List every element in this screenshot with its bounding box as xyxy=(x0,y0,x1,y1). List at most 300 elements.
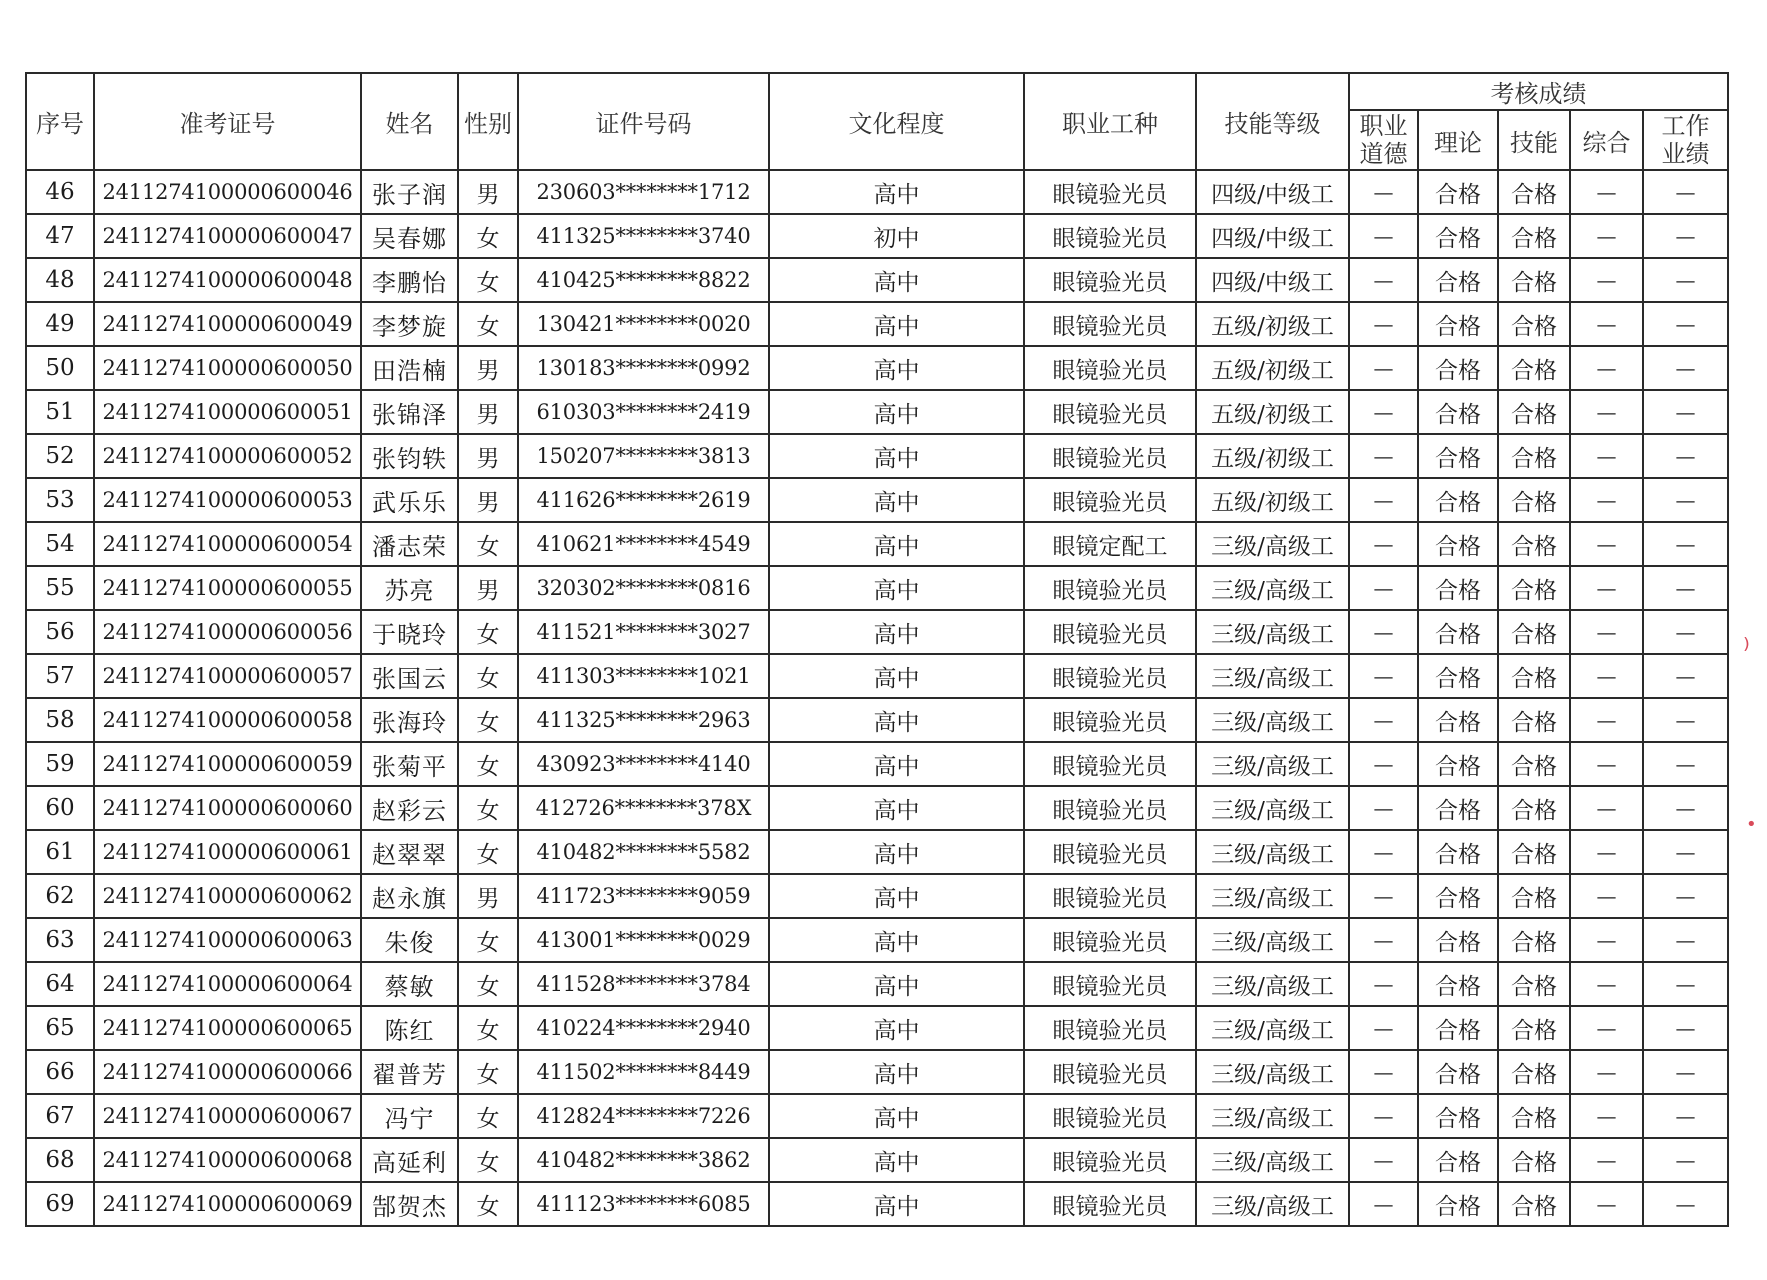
cell-admission-no: 2411274100000600061 xyxy=(94,830,361,874)
cell-id-no: 410482********5582 xyxy=(518,830,769,874)
table-row xyxy=(26,698,1728,742)
assessment-results-table xyxy=(25,72,1729,1227)
table-row xyxy=(26,346,1728,390)
cell-gender: 女 xyxy=(458,610,518,654)
cell-theory: 合格 xyxy=(1418,1050,1498,1094)
cell-ethics: — xyxy=(1349,962,1418,1006)
cell-id-no: 411528********3784 xyxy=(518,962,769,1006)
table-row xyxy=(26,786,1728,830)
cell-skill: 合格 xyxy=(1498,522,1570,566)
table-header xyxy=(26,73,1728,170)
header-id-no: 证件号码 xyxy=(518,73,769,170)
cell-occupation: 眼镜验光员 xyxy=(1024,786,1196,830)
cell-education: 高中 xyxy=(769,918,1024,962)
cell-overall: — xyxy=(1570,214,1643,258)
cell-occupation: 眼镜验光员 xyxy=(1024,1050,1196,1094)
cell-theory: 合格 xyxy=(1418,830,1498,874)
cell-admission-no: 2411274100000600055 xyxy=(94,566,361,610)
cell-overall: — xyxy=(1570,302,1643,346)
cell-name: 赵永旗 xyxy=(361,874,458,918)
cell-gender: 女 xyxy=(458,214,518,258)
cell-overall: — xyxy=(1570,258,1643,302)
cell-occupation: 眼镜验光员 xyxy=(1024,1138,1196,1182)
cell-theory: 合格 xyxy=(1418,566,1498,610)
cell-education: 高中 xyxy=(769,1006,1024,1050)
cell-seq: 53 xyxy=(26,478,94,522)
cell-admission-no: 2411274100000600063 xyxy=(94,918,361,962)
table-body xyxy=(26,170,1728,1226)
cell-admission-no: 2411274100000600065 xyxy=(94,1006,361,1050)
cell-gender: 女 xyxy=(458,1182,518,1226)
cell-education: 高中 xyxy=(769,566,1024,610)
cell-skill: 合格 xyxy=(1498,874,1570,918)
cell-education: 高中 xyxy=(769,830,1024,874)
cell-seq: 68 xyxy=(26,1138,94,1182)
cell-education: 高中 xyxy=(769,742,1024,786)
cell-seq: 55 xyxy=(26,566,94,610)
table-row xyxy=(26,962,1728,1006)
cell-occupation: 眼镜验光员 xyxy=(1024,390,1196,434)
cell-skill-level: 四级/中级工 xyxy=(1196,258,1349,302)
cell-work: — xyxy=(1643,962,1728,1006)
cell-id-no: 130421********0020 xyxy=(518,302,769,346)
header-ethics-label: 职业 道德 xyxy=(1359,112,1408,168)
cell-theory: 合格 xyxy=(1418,390,1498,434)
cell-name: 翟普芳 xyxy=(361,1050,458,1094)
table-row xyxy=(26,1050,1728,1094)
cell-gender: 男 xyxy=(458,874,518,918)
cell-overall: — xyxy=(1570,698,1643,742)
cell-skill-level: 三级/高级工 xyxy=(1196,566,1349,610)
cell-occupation: 眼镜验光员 xyxy=(1024,302,1196,346)
cell-skill: 合格 xyxy=(1498,698,1570,742)
cell-seq: 47 xyxy=(26,214,94,258)
cell-ethics: — xyxy=(1349,478,1418,522)
cell-ethics: — xyxy=(1349,390,1418,434)
cell-name: 赵翠翠 xyxy=(361,830,458,874)
cell-education: 高中 xyxy=(769,302,1024,346)
cell-theory: 合格 xyxy=(1418,874,1498,918)
cell-education: 高中 xyxy=(769,1094,1024,1138)
cell-gender: 女 xyxy=(458,1138,518,1182)
cell-name: 李梦旋 xyxy=(361,302,458,346)
cell-admission-no: 2411274100000600068 xyxy=(94,1138,361,1182)
cell-seq: 56 xyxy=(26,610,94,654)
cell-skill: 合格 xyxy=(1498,962,1570,1006)
header-theory: 理论 xyxy=(1418,110,1498,170)
cell-skill-level: 三级/高级工 xyxy=(1196,1006,1349,1050)
header-education: 文化程度 xyxy=(769,73,1024,170)
cell-overall: — xyxy=(1570,654,1643,698)
cell-name: 陈红 xyxy=(361,1006,458,1050)
cell-seq: 52 xyxy=(26,434,94,478)
cell-skill: 合格 xyxy=(1498,346,1570,390)
cell-id-no: 411502********8449 xyxy=(518,1050,769,1094)
cell-education: 初中 xyxy=(769,214,1024,258)
cell-skill: 合格 xyxy=(1498,1006,1570,1050)
cell-seq: 69 xyxy=(26,1182,94,1226)
cell-gender: 女 xyxy=(458,698,518,742)
cell-seq: 54 xyxy=(26,522,94,566)
cell-theory: 合格 xyxy=(1418,786,1498,830)
cell-theory: 合格 xyxy=(1418,302,1498,346)
cell-id-no: 411325********2963 xyxy=(518,698,769,742)
cell-theory: 合格 xyxy=(1418,478,1498,522)
cell-ethics: — xyxy=(1349,698,1418,742)
cell-overall: — xyxy=(1570,1182,1643,1226)
cell-theory: 合格 xyxy=(1418,434,1498,478)
cell-seq: 48 xyxy=(26,258,94,302)
cell-education: 高中 xyxy=(769,1050,1024,1094)
cell-skill: 合格 xyxy=(1498,566,1570,610)
cell-ethics: — xyxy=(1349,566,1418,610)
header-admission-no: 准考证号 xyxy=(94,73,361,170)
cell-ethics: — xyxy=(1349,610,1418,654)
cell-occupation: 眼镜验光员 xyxy=(1024,434,1196,478)
cell-education: 高中 xyxy=(769,1182,1024,1226)
cell-occupation: 眼镜验光员 xyxy=(1024,170,1196,214)
cell-overall: — xyxy=(1570,170,1643,214)
header-ethics xyxy=(1349,110,1418,170)
cell-work: — xyxy=(1643,258,1728,302)
cell-skill: 合格 xyxy=(1498,214,1570,258)
cell-skill: 合格 xyxy=(1498,830,1570,874)
cell-skill-level: 四级/中级工 xyxy=(1196,170,1349,214)
cell-occupation: 眼镜验光员 xyxy=(1024,918,1196,962)
cell-skill: 合格 xyxy=(1498,742,1570,786)
cell-admission-no: 2411274100000600051 xyxy=(94,390,361,434)
cell-name: 张海玲 xyxy=(361,698,458,742)
cell-skill-level: 四级/中级工 xyxy=(1196,214,1349,258)
cell-work: — xyxy=(1643,522,1728,566)
cell-seq: 64 xyxy=(26,962,94,1006)
cell-overall: — xyxy=(1570,1006,1643,1050)
cell-gender: 男 xyxy=(458,170,518,214)
cell-work: — xyxy=(1643,1006,1728,1050)
cell-gender: 女 xyxy=(458,258,518,302)
cell-skill: 合格 xyxy=(1498,1050,1570,1094)
cell-gender: 男 xyxy=(458,346,518,390)
cell-admission-no: 2411274100000600050 xyxy=(94,346,361,390)
cell-id-no: 413001********0029 xyxy=(518,918,769,962)
cell-name: 张子润 xyxy=(361,170,458,214)
cell-seq: 61 xyxy=(26,830,94,874)
cell-skill-level: 三级/高级工 xyxy=(1196,830,1349,874)
cell-theory: 合格 xyxy=(1418,654,1498,698)
cell-overall: — xyxy=(1570,610,1643,654)
cell-theory: 合格 xyxy=(1418,214,1498,258)
cell-name: 吴春娜 xyxy=(361,214,458,258)
cell-admission-no: 2411274100000600064 xyxy=(94,962,361,1006)
header-gender: 性别 xyxy=(458,73,518,170)
cell-skill: 合格 xyxy=(1498,390,1570,434)
cell-gender: 女 xyxy=(458,918,518,962)
cell-skill: 合格 xyxy=(1498,786,1570,830)
cell-skill-level: 三级/高级工 xyxy=(1196,962,1349,1006)
cell-id-no: 410224********2940 xyxy=(518,1006,769,1050)
cell-theory: 合格 xyxy=(1418,522,1498,566)
cell-education: 高中 xyxy=(769,610,1024,654)
cell-id-no: 412824********7226 xyxy=(518,1094,769,1138)
cell-admission-no: 2411274100000600052 xyxy=(94,434,361,478)
cell-work: — xyxy=(1643,874,1728,918)
cell-name: 苏亮 xyxy=(361,566,458,610)
cell-name: 张钧轶 xyxy=(361,434,458,478)
cell-skill-level: 三级/高级工 xyxy=(1196,1094,1349,1138)
cell-gender: 女 xyxy=(458,830,518,874)
cell-ethics: — xyxy=(1349,918,1418,962)
cell-id-no: 410621********4549 xyxy=(518,522,769,566)
cell-work: — xyxy=(1643,1138,1728,1182)
cell-overall: — xyxy=(1570,830,1643,874)
cell-education: 高中 xyxy=(769,478,1024,522)
cell-gender: 男 xyxy=(458,390,518,434)
cell-skill: 合格 xyxy=(1498,1094,1570,1138)
cell-occupation: 眼镜验光员 xyxy=(1024,654,1196,698)
table-row xyxy=(26,302,1728,346)
cell-ethics: — xyxy=(1349,1050,1418,1094)
cell-name: 张国云 xyxy=(361,654,458,698)
cell-seq: 49 xyxy=(26,302,94,346)
cell-overall: — xyxy=(1570,874,1643,918)
cell-id-no: 430923********4140 xyxy=(518,742,769,786)
cell-work: — xyxy=(1643,1094,1728,1138)
cell-id-no: 411723********9059 xyxy=(518,874,769,918)
cell-id-no: 411303********1021 xyxy=(518,654,769,698)
cell-skill: 合格 xyxy=(1498,258,1570,302)
cell-ethics: — xyxy=(1349,522,1418,566)
header-overall: 综合 xyxy=(1570,110,1643,170)
cell-skill-level: 三级/高级工 xyxy=(1196,918,1349,962)
cell-overall: — xyxy=(1570,390,1643,434)
cell-seq: 65 xyxy=(26,1006,94,1050)
cell-theory: 合格 xyxy=(1418,962,1498,1006)
cell-admission-no: 2411274100000600069 xyxy=(94,1182,361,1226)
cell-education: 高中 xyxy=(769,522,1024,566)
cell-skill-level: 三级/高级工 xyxy=(1196,786,1349,830)
table-row xyxy=(26,434,1728,478)
cell-admission-no: 2411274100000600053 xyxy=(94,478,361,522)
cell-theory: 合格 xyxy=(1418,170,1498,214)
cell-name: 蔡敏 xyxy=(361,962,458,1006)
cell-work: — xyxy=(1643,566,1728,610)
cell-work: — xyxy=(1643,654,1728,698)
header-occupation: 职业工种 xyxy=(1024,73,1196,170)
cell-overall: — xyxy=(1570,1094,1643,1138)
cell-gender: 女 xyxy=(458,1050,518,1094)
header-assessment-group: 考核成绩 xyxy=(1349,73,1728,110)
cell-name: 于晓玲 xyxy=(361,610,458,654)
cell-education: 高中 xyxy=(769,654,1024,698)
cell-work: — xyxy=(1643,214,1728,258)
table-row xyxy=(26,918,1728,962)
cell-work: — xyxy=(1643,1050,1728,1094)
cell-admission-no: 2411274100000600056 xyxy=(94,610,361,654)
cell-skill: 合格 xyxy=(1498,478,1570,522)
cell-seq: 66 xyxy=(26,1050,94,1094)
cell-admission-no: 2411274100000600060 xyxy=(94,786,361,830)
cell-name: 朱俊 xyxy=(361,918,458,962)
cell-education: 高中 xyxy=(769,434,1024,478)
cell-name: 张菊平 xyxy=(361,742,458,786)
cell-gender: 男 xyxy=(458,566,518,610)
cell-occupation: 眼镜验光员 xyxy=(1024,214,1196,258)
cell-work: — xyxy=(1643,478,1728,522)
cell-occupation: 眼镜验光员 xyxy=(1024,962,1196,1006)
cell-skill-level: 五级/初级工 xyxy=(1196,346,1349,390)
cell-education: 高中 xyxy=(769,390,1024,434)
cell-name: 郜贺杰 xyxy=(361,1182,458,1226)
cell-id-no: 320302********0816 xyxy=(518,566,769,610)
table-row xyxy=(26,742,1728,786)
cell-occupation: 眼镜验光员 xyxy=(1024,830,1196,874)
cell-education: 高中 xyxy=(769,1138,1024,1182)
cell-ethics: — xyxy=(1349,1006,1418,1050)
cell-skill: 合格 xyxy=(1498,1182,1570,1226)
cell-skill-level: 三级/高级工 xyxy=(1196,1182,1349,1226)
cell-work: — xyxy=(1643,742,1728,786)
cell-ethics: — xyxy=(1349,302,1418,346)
cell-skill: 合格 xyxy=(1498,654,1570,698)
table-row xyxy=(26,390,1728,434)
stamp-dot-icon: • xyxy=(1746,814,1757,835)
cell-gender: 女 xyxy=(458,962,518,1006)
cell-education: 高中 xyxy=(769,962,1024,1006)
cell-ethics: — xyxy=(1349,786,1418,830)
table-row xyxy=(26,258,1728,302)
cell-theory: 合格 xyxy=(1418,1138,1498,1182)
table-row xyxy=(26,610,1728,654)
cell-education: 高中 xyxy=(769,698,1024,742)
cell-occupation: 眼镜验光员 xyxy=(1024,1094,1196,1138)
cell-work: — xyxy=(1643,346,1728,390)
cell-id-no: 410425********8822 xyxy=(518,258,769,302)
table-row xyxy=(26,522,1728,566)
cell-ethics: — xyxy=(1349,874,1418,918)
table-row xyxy=(26,170,1728,214)
cell-occupation: 眼镜定配工 xyxy=(1024,522,1196,566)
table-row xyxy=(26,214,1728,258)
cell-skill-level: 五级/初级工 xyxy=(1196,302,1349,346)
cell-occupation: 眼镜验光员 xyxy=(1024,610,1196,654)
cell-seq: 46 xyxy=(26,170,94,214)
cell-theory: 合格 xyxy=(1418,918,1498,962)
cell-education: 高中 xyxy=(769,346,1024,390)
cell-skill-level: 三级/高级工 xyxy=(1196,610,1349,654)
stamp-mark-icon: ⁾ xyxy=(1743,632,1750,665)
cell-work: — xyxy=(1643,302,1728,346)
cell-skill: 合格 xyxy=(1498,610,1570,654)
table-row xyxy=(26,830,1728,874)
cell-skill-level: 三级/高级工 xyxy=(1196,742,1349,786)
cell-admission-no: 2411274100000600054 xyxy=(94,522,361,566)
cell-skill-level: 三级/高级工 xyxy=(1196,874,1349,918)
cell-education: 高中 xyxy=(769,874,1024,918)
cell-work: — xyxy=(1643,830,1728,874)
cell-occupation: 眼镜验光员 xyxy=(1024,566,1196,610)
cell-skill: 合格 xyxy=(1498,1138,1570,1182)
cell-skill-level: 三级/高级工 xyxy=(1196,698,1349,742)
cell-skill: 合格 xyxy=(1498,302,1570,346)
cell-overall: — xyxy=(1570,962,1643,1006)
cell-id-no: 411626********2619 xyxy=(518,478,769,522)
cell-id-no: 410482********3862 xyxy=(518,1138,769,1182)
cell-gender: 女 xyxy=(458,654,518,698)
cell-ethics: — xyxy=(1349,654,1418,698)
cell-ethics: — xyxy=(1349,1138,1418,1182)
cell-theory: 合格 xyxy=(1418,258,1498,302)
cell-name: 李鹏怡 xyxy=(361,258,458,302)
table-row xyxy=(26,654,1728,698)
cell-theory: 合格 xyxy=(1418,1094,1498,1138)
cell-seq: 67 xyxy=(26,1094,94,1138)
cell-education: 高中 xyxy=(769,786,1024,830)
cell-admission-no: 2411274100000600066 xyxy=(94,1050,361,1094)
cell-theory: 合格 xyxy=(1418,698,1498,742)
cell-ethics: — xyxy=(1349,170,1418,214)
cell-admission-no: 2411274100000600048 xyxy=(94,258,361,302)
cell-skill: 合格 xyxy=(1498,918,1570,962)
cell-id-no: 411123********6085 xyxy=(518,1182,769,1226)
cell-gender: 男 xyxy=(458,478,518,522)
cell-seq: 62 xyxy=(26,874,94,918)
cell-skill-level: 三级/高级工 xyxy=(1196,1050,1349,1094)
cell-education: 高中 xyxy=(769,170,1024,214)
cell-name: 高延利 xyxy=(361,1138,458,1182)
cell-gender: 女 xyxy=(458,786,518,830)
cell-skill: 合格 xyxy=(1498,170,1570,214)
header-skill: 技能 xyxy=(1498,110,1570,170)
cell-skill-level: 五级/初级工 xyxy=(1196,434,1349,478)
cell-admission-no: 2411274100000600046 xyxy=(94,170,361,214)
cell-work: — xyxy=(1643,390,1728,434)
cell-ethics: — xyxy=(1349,1094,1418,1138)
cell-id-no: 150207********3813 xyxy=(518,434,769,478)
cell-admission-no: 2411274100000600049 xyxy=(94,302,361,346)
table-row xyxy=(26,1094,1728,1138)
cell-id-no: 610303********2419 xyxy=(518,390,769,434)
cell-ethics: — xyxy=(1349,258,1418,302)
cell-seq: 50 xyxy=(26,346,94,390)
cell-admission-no: 2411274100000600047 xyxy=(94,214,361,258)
cell-occupation: 眼镜验光员 xyxy=(1024,1182,1196,1226)
cell-admission-no: 2411274100000600058 xyxy=(94,698,361,742)
cell-theory: 合格 xyxy=(1418,1182,1498,1226)
cell-name: 田浩楠 xyxy=(361,346,458,390)
results-sheet xyxy=(25,72,1729,1227)
cell-seq: 63 xyxy=(26,918,94,962)
cell-id-no: 411325********3740 xyxy=(518,214,769,258)
cell-overall: — xyxy=(1570,1050,1643,1094)
header-work xyxy=(1643,110,1728,170)
cell-work: — xyxy=(1643,170,1728,214)
cell-id-no: 412726********378X xyxy=(518,786,769,830)
cell-theory: 合格 xyxy=(1418,742,1498,786)
table-row xyxy=(26,566,1728,610)
cell-work: — xyxy=(1643,610,1728,654)
cell-gender: 女 xyxy=(458,1094,518,1138)
cell-gender: 女 xyxy=(458,1006,518,1050)
cell-seq: 57 xyxy=(26,654,94,698)
cell-overall: — xyxy=(1570,742,1643,786)
table-row xyxy=(26,1006,1728,1050)
cell-admission-no: 2411274100000600067 xyxy=(94,1094,361,1138)
cell-work: — xyxy=(1643,698,1728,742)
cell-skill-level: 三级/高级工 xyxy=(1196,1138,1349,1182)
cell-gender: 女 xyxy=(458,302,518,346)
cell-skill-level: 三级/高级工 xyxy=(1196,522,1349,566)
cell-overall: — xyxy=(1570,434,1643,478)
